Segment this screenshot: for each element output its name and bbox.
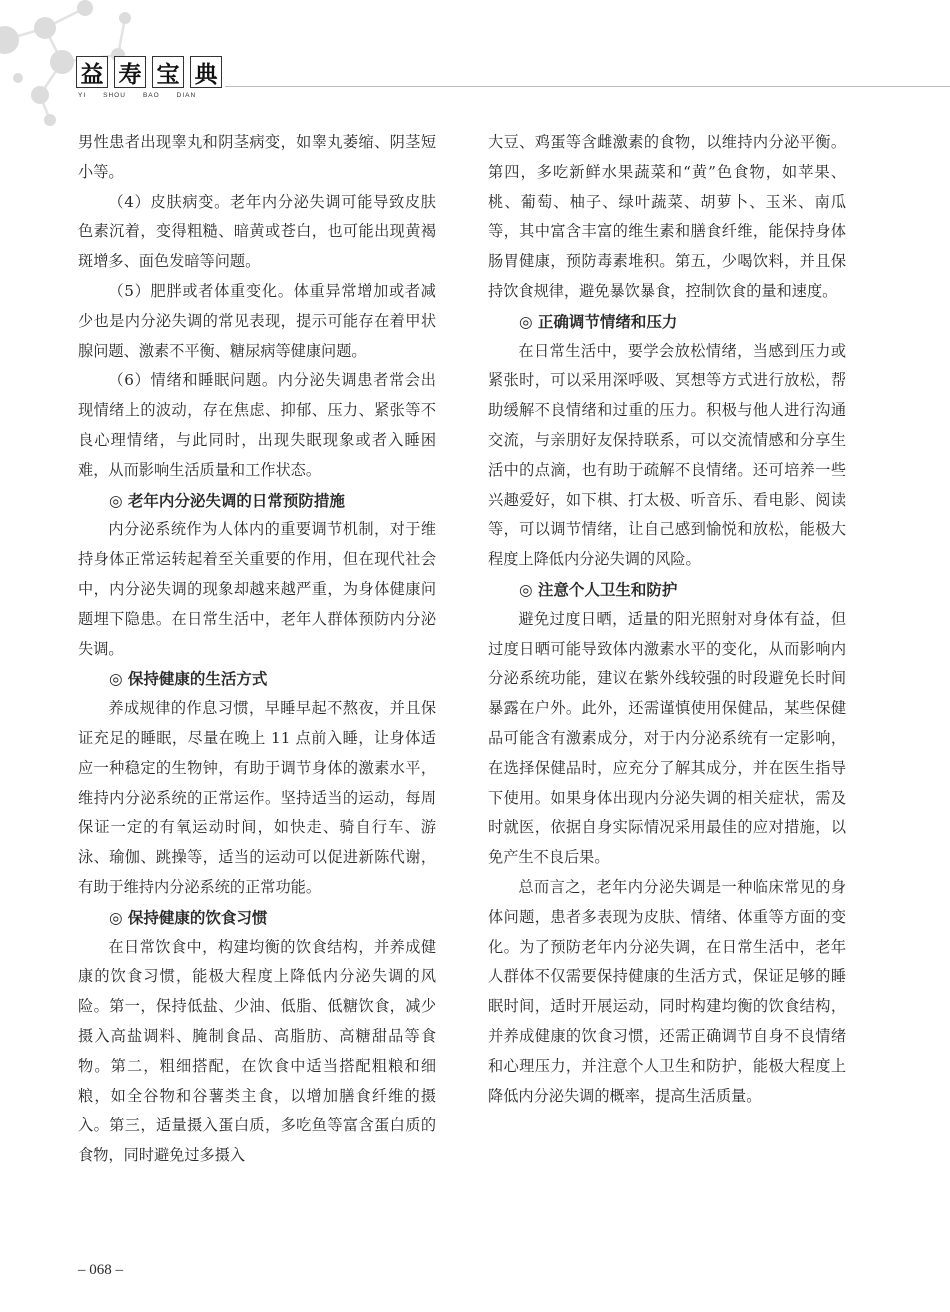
paragraph: 内分泌系统作为人体内的重要调节机制，对于维持身体正常运转起着至关重要的作用，但在现代社会中，内分泌失调的现象却越来越严重，为身体健康问题埋下隐患。在日常生活中，老年人群体预防内分泌失调。 [78,520,436,658]
pinyin-syllable: DIAN [176,92,197,99]
paragraph: 男性患者出现睾丸和阴茎病变，如睾丸萎缩、阴茎短小等。 [78,133,436,181]
paragraph: 养成规律的作息习惯，早睡早起不熬夜，并且保证充足的睡眠，尽量在晚上 11 点前入睡，让身体适应一种稳定的生物钟，有助于调节身体的激素水平，维持内分泌系统的正常运作。坚持适当的运动，每周保证一定的有氧运动时间，如快走、骑自行车、游泳、瑜伽、跳操等，适当的运动可以促进新陈代谢，有助于维持内分泌系统的正常功能。 [78,699,436,896]
paragraph: 在日常饮食中，构建均衡的饮食结构，并养成健康的饮食习惯，能极大程度上降低内分泌失调的风险。第一，保持低盐、少油、低脂、低糖饮食，减少摄入高盐调料、腌制食品、高脂肪、高糖甜品等食物。第二，粗细搭配，在饮食中适当搭配粗粮和细粮，如全谷物和谷薯类主食，以增加膳食纤维的摄入。第三，适量摄入蛋白质，多吃鱼等富含蛋白质的食物，同时避免过多摄入 [78,937,436,1165]
left-column [78,128,436,1171]
logo-char: 典 [190,56,222,88]
page-number: – 068 – [78,1262,123,1278]
logo-pinyin [78,92,213,99]
logo-char: 宝 [152,56,184,88]
paragraph: 总而言之，老年内分泌失调是一种临床常见的身体问题，患者多表现为皮肤、情绪、体重等方面的变化。为了预防老年内分泌失调，在日常生活中，老年人群体不仅需要保持健康的生活方式，保证足够的睡眠时间，适时开展运动，同时构建均衡的饮食结构，并养成健康的饮食习惯，还需正确调节自身不良情绪和心理压力，并注意个人卫生和防护，能极大程度上降低内分泌失调的概率，提高生活质量。 [488,877,846,1105]
paragraph: 在日常生活中，要学会放松情绪，当感到压力或紧张时，可以采用深呼吸、冥想等方式进行放松，帮助缓解不良情绪和过重的压力。积极与他人进行沟通交流，与亲朋好友保持联系，可以交流情感和分享生活中的点滴，也有助于疏解不良情绪。还可培养一些兴趣爱好，如下棋、打太极、听音乐、看电影、阅读等，可以调节情绪，让自己感到愉悦和放松，能极大程度上降低内分泌失调的风险。 [488,341,846,569]
logo-char: 益 [76,56,108,88]
paragraph: 大豆、鸡蛋等含雌激素的食物，以维持内分泌平衡。第四，多吃新鲜水果蔬菜和“黄”色食物，如苹果、桃、葡萄、柚子、绿叶蔬菜、胡萝卜、玉米、南瓜等，其中富含丰富的维生素和膳食纤维，能保持身体肠胃健康，预防毒素堆积。第五，少喝饮料，并且保持饮食规律，避免暴饮暴食，控制饮食的量和速度。 [488,133,846,300]
paragraph: （4）皮肤病变。老年内分泌失调可能导致皮肤色素沉着，变得粗糙、暗黄或苍白，也可能出现黄褐斑增多、面色发暗等问题。 [78,192,436,271]
section-heading: ◎ 保持健康的生活方式 [109,669,268,689]
magazine-logo [76,56,222,88]
pinyin-syllable: BAO [142,92,160,99]
section-heading: ◎ 正确调节情绪和压力 [519,311,678,331]
pinyin-syllable: SHOU [103,92,126,99]
paragraph: （5）肥胖或者体重变化。体重异常增加或者减少也是内分泌失调的常见表现，提示可能存在着甲状腺问题、激素不平衡、糖尿病等健康问题。 [78,281,436,360]
section-heading: ◎ 注意个人卫生和防护 [519,579,678,599]
header-rule [225,86,950,87]
section-heading: ◎ 保持健康的饮食习惯 [109,907,268,927]
paragraph: （6）情绪和睡眠问题。内分泌失调患者常会出现情绪上的波动，存在焦虑、抑郁、压力、紧张等不良心理情绪，与此同时，出现失眠现象或者入睡困难，从而影响生活质量和工作状态。 [78,371,436,479]
pinyin-syllable: YI [78,92,87,99]
logo-char: 寿 [114,56,146,88]
paragraph: 避免过度日晒，适量的阳光照射对身体有益，但过度日晒可能导致体内激素水平的变化，从而影响内分泌系统功能，建议在紫外线较强的时段避免长时间暴露在户外。此外，还需谨慎使用保健品，某些保健品可能含有激素成分，对于内分泌系统有一定影响，在选择保健品时，应充分了解其成分，并在医生指导下使用。如果身体出现内分泌失调的相关症状，需及时就医，依据自身实际情况采用最佳的应对措施，以免产生不良后果。 [488,609,846,867]
right-column [488,128,846,1111]
section-heading: ◎ 老年内分泌失调的日常预防措施 [109,490,345,510]
